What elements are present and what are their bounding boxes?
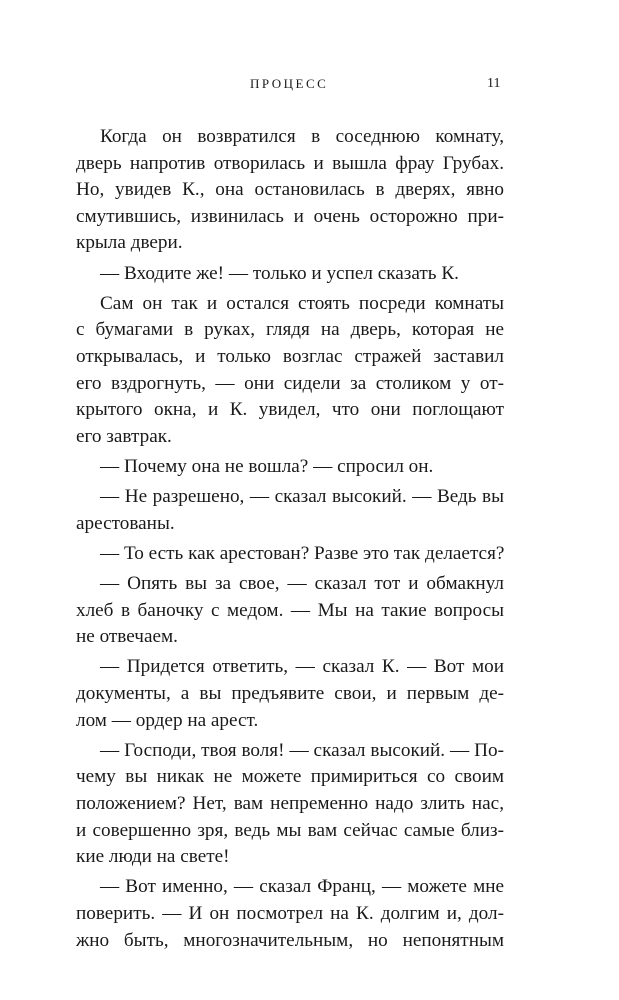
paragraph xyxy=(76,654,504,734)
text-line: арестованы. xyxy=(76,512,175,534)
text-line: — Вот именно, — сказал Франц, — можете мне xyxy=(100,876,504,898)
text-line: крыла двери. xyxy=(76,232,183,254)
text-line: — Не разрешено, — сказал высокий. — Ведь вы xyxy=(100,486,504,508)
body-text xyxy=(76,124,504,958)
text-line: поверить. — И он посмотрел на К. долгим и, дол- xyxy=(76,902,504,924)
text-line: хлеб в баночку с медом. — Мы на такие вопросы xyxy=(76,599,504,621)
paragraph xyxy=(76,738,504,871)
running-title: ПРОЦЕСС xyxy=(250,76,329,91)
text-line: открывалась, и только возглас стражей заставил xyxy=(76,345,504,367)
text-line: крытого окна, и К. увидел, что они поглощают xyxy=(76,399,504,421)
text-line: — То есть как арестован? Разве это так делается? xyxy=(100,542,505,564)
text-line: лом — ордер на арест. xyxy=(76,709,259,731)
text-line: жно быть, многозначительным, но непонятным xyxy=(76,929,504,951)
text-line: чему вы никак не можете примириться со своим xyxy=(76,766,504,788)
text-line: кие люди на свете! xyxy=(76,846,230,868)
running-header xyxy=(0,76,619,98)
text-line: — Входите же! — только и успел сказать К. xyxy=(100,262,459,284)
text-line: Сам он так и остался стоять посреди комнаты xyxy=(100,292,504,314)
text-line: — Почему она не вошла? — спросил он. xyxy=(100,455,434,477)
text-line: — Господи, твоя воля! — сказал высокий. — По- xyxy=(100,739,504,761)
text-line: его завтрак. xyxy=(76,425,172,447)
text-line: Но, увидев К., она остановилась в дверях, явно xyxy=(76,179,504,201)
text-line: его вздрогнуть, — они сидели за столиком у от- xyxy=(76,372,504,394)
text-line: смутившись, извинилась и очень осторожно при- xyxy=(76,205,504,227)
paragraph xyxy=(76,874,504,954)
text-line: Когда он возвратился в соседнюю комнату, xyxy=(100,126,504,147)
paragraph xyxy=(76,571,504,651)
text-line: — Опять вы за свое, — сказал тот и обмакнул xyxy=(100,573,504,595)
paragraph xyxy=(76,291,504,451)
text-line: дверь напротив отворилась и вышла фрау Грубах. xyxy=(76,152,504,174)
paragraph xyxy=(76,124,504,257)
text-line: с бумагами в руках, глядя на дверь, которая не xyxy=(76,319,504,341)
paragraph xyxy=(76,541,504,568)
paragraph xyxy=(76,454,504,481)
text-line: — Придется ответить, — сказал К. — Вот мои xyxy=(100,656,504,678)
paragraph xyxy=(76,484,504,537)
text-line: не отвечаем. xyxy=(76,626,178,648)
page-number: 11 xyxy=(487,76,501,91)
paragraph xyxy=(76,261,504,288)
text-line: положением? Нет, вам непременно надо злить нас, xyxy=(76,793,504,814)
text-line: документы, а вы предъявите свои, и первым де- xyxy=(76,683,504,705)
text-line: и совершенно зря, ведь мы вам сейчас самые близ- xyxy=(76,819,504,841)
